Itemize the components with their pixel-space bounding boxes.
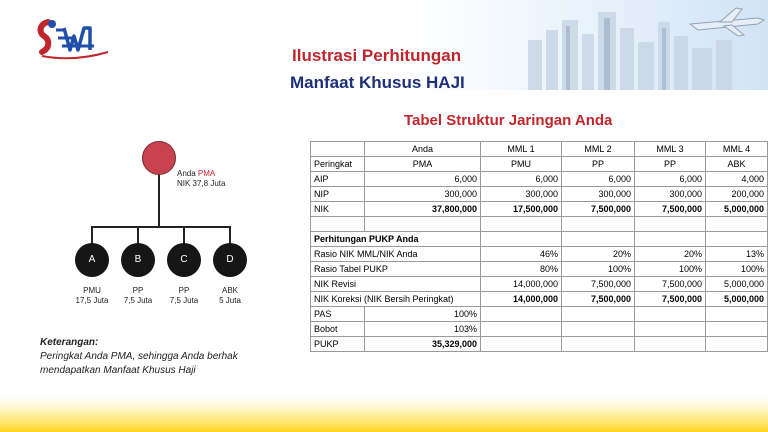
network-structure-table (310, 141, 768, 352)
slide-title-line2: Manfaat Khusus HAJI (290, 73, 465, 92)
table-row-rasio-nik: Rasio NIK MML/NIK Anda 46% 20% 20% 13% (311, 247, 768, 262)
root-node-you (142, 141, 176, 175)
child-node-b: B (121, 243, 155, 277)
tree-drop-line (229, 226, 231, 244)
bottom-yellow-band (0, 396, 768, 432)
table-row-nip: NIP 300,000 300,000 300,000 300,000 200,000 (311, 187, 768, 202)
table-title: Tabel Struktur Jaringan Anda (404, 112, 613, 129)
table-spacer-row (311, 217, 768, 232)
network-tree-diagram (60, 135, 290, 315)
table-header-row: Anda MML 1 MML 2 MML 3 MML 4 (311, 142, 768, 157)
table-row-aip: AIP 6,000 6,000 6,000 6,000 4,000 (311, 172, 768, 187)
tree-drop-line (91, 226, 93, 244)
table-section-row: Perhitungan PUKP Anda (311, 232, 768, 247)
root-rank: PMA (197, 169, 216, 178)
table-row-pas: PAS 100% (311, 307, 768, 322)
child-node-d: D (213, 243, 247, 277)
child-node-c: C (167, 243, 201, 277)
slide-title-line1: Ilustrasi Perhitungan (292, 46, 462, 65)
tree-drop-line (137, 226, 139, 244)
child-label-a: PMU 17,5 Juta (75, 286, 109, 305)
tree-trunk-line (158, 175, 160, 227)
root-node-label: Anda PMA NIK 37,8 Juta (177, 169, 226, 188)
snw-logo (34, 18, 114, 62)
note-box (40, 336, 238, 378)
note-heading: Keterangan: (40, 337, 99, 348)
table-row-nik-revisi: NIK Revisi 14,000,000 7,500,000 7,500,000 5,000,000 (311, 277, 768, 292)
child-label-d: ABK 5 Juta (219, 286, 241, 305)
table-row-rasio-tabel: Rasio Tabel PUKP 80% 100% 100% 100% (311, 262, 768, 277)
note-line2: mendapatkan Manfaat Khusus Haji (40, 365, 196, 376)
child-label-c: PP 7,5 Juta (169, 286, 199, 305)
child-label-b: PP 7,5 Juta (123, 286, 153, 305)
table-row-bobot: Bobot 103% (311, 322, 768, 337)
table-row-pukp: PUKP 35,329,000 (311, 337, 768, 352)
table-row-nik: NIK 37,800,000 17,500,000 7,500,000 7,500,000 5,000,000 (311, 202, 768, 217)
table-row-peringkat: Peringkat PMA PMU PP PP ABK (311, 157, 768, 172)
tree-branch-line (91, 226, 230, 228)
child-node-a: A (75, 243, 109, 277)
table-row-nik-koreksi: NIK Koreksi (NIK Bersih Peringkat) 14,000,000 7,500,000 7,500,000 5,000,000 (311, 292, 768, 307)
root-nik: NIK 37,8 Juta (177, 179, 226, 188)
note-line1: Peringkat Anda PMA, sehingga Anda berhak (40, 351, 238, 362)
tree-drop-line (183, 226, 185, 244)
